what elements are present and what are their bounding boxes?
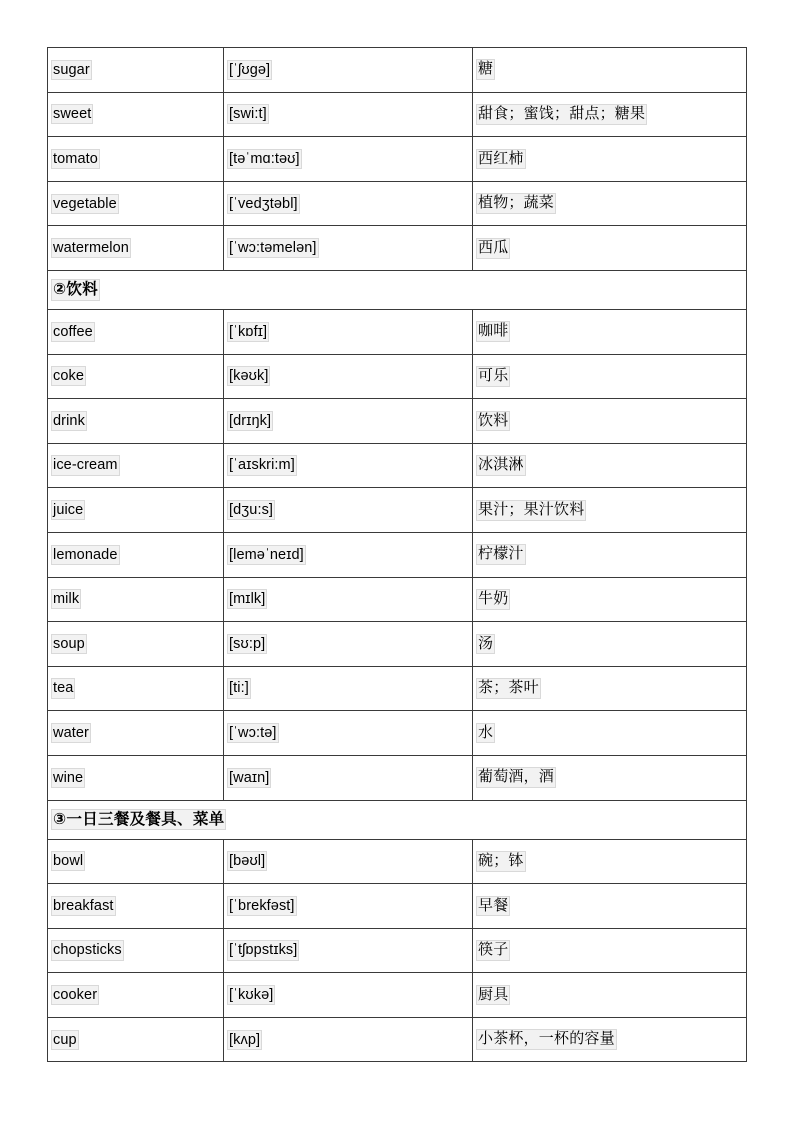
word-text: water <box>51 723 91 743</box>
table-row <box>48 226 747 271</box>
meaning-cell <box>473 92 747 137</box>
section-header-row <box>48 270 747 309</box>
table-row <box>48 666 747 711</box>
phonetic-cell <box>224 884 473 929</box>
phonetic-cell <box>224 443 473 488</box>
phonetic-cell <box>224 532 473 577</box>
meaning-cell <box>473 399 747 444</box>
table-row <box>48 181 747 226</box>
meaning-text: 葡萄酒，酒 <box>476 767 556 788</box>
word-cell <box>48 532 224 577</box>
meaning-text: 小茶杯，一杯的容量 <box>476 1029 617 1050</box>
phonetic-text: [təˈmɑ:təʊ] <box>227 149 302 169</box>
word-cell <box>48 488 224 533</box>
word-cell <box>48 1017 224 1062</box>
table-row <box>48 839 747 884</box>
table-row <box>48 711 747 756</box>
meaning-text: 冰淇淋 <box>476 455 526 476</box>
meaning-text: 植物；蔬菜 <box>476 193 556 214</box>
phonetic-cell <box>224 839 473 884</box>
table-row <box>48 137 747 182</box>
phonetic-text: [ti:] <box>227 678 251 698</box>
meaning-text: 柠檬汁 <box>476 544 526 565</box>
meaning-text: 咖啡 <box>476 321 510 342</box>
table-row <box>48 1017 747 1062</box>
meaning-cell <box>473 973 747 1018</box>
word-text: vegetable <box>51 194 119 214</box>
word-cell <box>48 48 224 93</box>
phonetic-text: [leməˈneɪd] <box>227 545 306 565</box>
meaning-cell <box>473 443 747 488</box>
word-text: coke <box>51 366 86 386</box>
phonetic-text: [swi:t] <box>227 104 269 124</box>
table-row <box>48 309 747 354</box>
meaning-cell <box>473 354 747 399</box>
meaning-cell <box>473 755 747 800</box>
word-text: breakfast <box>51 896 116 916</box>
word-cell <box>48 973 224 1018</box>
word-text: milk <box>51 589 81 609</box>
phonetic-cell <box>224 48 473 93</box>
word-cell <box>48 443 224 488</box>
vocabulary-table-body <box>48 48 747 1062</box>
phonetic-text: [ˈvedʒtəbl] <box>227 194 300 214</box>
table-row <box>48 399 747 444</box>
meaning-text: 厨具 <box>476 985 510 1006</box>
word-text: bowl <box>51 851 85 871</box>
phonetic-cell <box>224 711 473 756</box>
meaning-cell <box>473 666 747 711</box>
phonetic-cell <box>224 1017 473 1062</box>
meaning-cell <box>473 309 747 354</box>
phonetic-cell <box>224 928 473 973</box>
word-text: cup <box>51 1030 79 1050</box>
word-text: sugar <box>51 60 92 80</box>
word-text: lemonade <box>51 545 120 565</box>
meaning-text: 碗；钵 <box>476 851 526 872</box>
word-text: soup <box>51 634 87 654</box>
meaning-text: 饮料 <box>476 411 510 432</box>
table-row <box>48 92 747 137</box>
word-cell <box>48 928 224 973</box>
word-cell <box>48 309 224 354</box>
table-row <box>48 884 747 929</box>
phonetic-text: [ˈwɔ:təmelən] <box>227 238 319 258</box>
section-header-row <box>48 800 747 839</box>
table-row <box>48 755 747 800</box>
meaning-text: 水 <box>476 723 495 744</box>
meaning-text: 汤 <box>476 634 495 655</box>
meaning-cell <box>473 839 747 884</box>
phonetic-text: [kəʊk] <box>227 366 270 386</box>
phonetic-text: [drɪŋk] <box>227 411 273 431</box>
word-text: ice-cream <box>51 455 120 475</box>
word-cell <box>48 226 224 271</box>
meaning-cell <box>473 137 747 182</box>
meaning-cell <box>473 181 747 226</box>
meaning-text: 牛奶 <box>476 589 510 610</box>
meaning-text: 早餐 <box>476 896 510 917</box>
meaning-text: 西红柿 <box>476 149 526 170</box>
phonetic-text: [ˈkʊkə] <box>227 985 275 1005</box>
meaning-text: 果汁；果汁饮料 <box>476 500 586 521</box>
phonetic-text: [ˈʃʊgə] <box>227 60 272 80</box>
meaning-cell <box>473 532 747 577</box>
table-row <box>48 622 747 667</box>
phonetic-text: [ˈtʃɒpstɪks] <box>227 940 299 960</box>
meaning-cell <box>473 884 747 929</box>
meaning-cell <box>473 48 747 93</box>
section-header-text: ③一日三餐及餐具、菜单 <box>51 809 226 830</box>
word-text: watermelon <box>51 238 131 258</box>
meaning-text: 西瓜 <box>476 238 510 259</box>
word-cell <box>48 884 224 929</box>
meaning-cell <box>473 711 747 756</box>
word-cell <box>48 755 224 800</box>
word-cell <box>48 622 224 667</box>
meaning-text: 糖 <box>476 59 495 80</box>
phonetic-cell <box>224 577 473 622</box>
phonetic-text: [ˈaɪskri:m] <box>227 455 297 475</box>
word-text: drink <box>51 411 87 431</box>
phonetic-text: [sʊ:p] <box>227 634 267 654</box>
word-text: sweet <box>51 104 93 124</box>
meaning-cell <box>473 928 747 973</box>
word-text: tea <box>51 678 75 698</box>
section-header-text: ②饮料 <box>51 279 100 300</box>
word-text: tomato <box>51 149 100 169</box>
table-row <box>48 354 747 399</box>
word-cell <box>48 711 224 756</box>
word-cell <box>48 181 224 226</box>
meaning-cell <box>473 577 747 622</box>
table-row <box>48 532 747 577</box>
phonetic-text: [waɪn] <box>227 768 271 788</box>
word-text: chopsticks <box>51 940 124 960</box>
meaning-text: 可乐 <box>476 366 510 387</box>
table-row <box>48 973 747 1018</box>
phonetic-text: [kʌp] <box>227 1030 262 1050</box>
phonetic-cell <box>224 137 473 182</box>
meaning-cell <box>473 622 747 667</box>
word-text: wine <box>51 768 85 788</box>
phonetic-cell <box>224 92 473 137</box>
phonetic-cell <box>224 755 473 800</box>
meaning-text: 茶；茶叶 <box>476 678 541 699</box>
phonetic-cell <box>224 354 473 399</box>
phonetic-text: [bəʊl] <box>227 851 267 871</box>
word-text: juice <box>51 500 85 520</box>
phonetic-text: [ˈwɔ:tə] <box>227 723 279 743</box>
word-cell <box>48 137 224 182</box>
table-row <box>48 48 747 93</box>
word-cell <box>48 354 224 399</box>
phonetic-cell <box>224 666 473 711</box>
phonetic-cell <box>224 309 473 354</box>
phonetic-text: [dʒu:s] <box>227 500 275 520</box>
word-cell <box>48 577 224 622</box>
phonetic-cell <box>224 399 473 444</box>
table-row <box>48 928 747 973</box>
word-cell <box>48 92 224 137</box>
word-cell <box>48 839 224 884</box>
phonetic-text: [ˈkɒfɪ] <box>227 322 269 342</box>
section-header-meals <box>48 800 747 839</box>
word-cell <box>48 666 224 711</box>
meaning-cell <box>473 488 747 533</box>
phonetic-cell <box>224 226 473 271</box>
table-row <box>48 443 747 488</box>
vocabulary-table <box>47 47 747 1062</box>
meaning-text: 甜食；蜜饯；甜点；糖果 <box>476 104 647 125</box>
phonetic-cell <box>224 622 473 667</box>
table-row <box>48 488 747 533</box>
phonetic-cell <box>224 488 473 533</box>
phonetic-text: [mɪlk] <box>227 589 267 609</box>
meaning-cell <box>473 226 747 271</box>
meaning-text: 筷子 <box>476 940 510 961</box>
word-text: coffee <box>51 322 95 342</box>
section-header-drinks <box>48 270 747 309</box>
phonetic-text: [ˈbrekfəst] <box>227 896 297 916</box>
word-cell <box>48 399 224 444</box>
phonetic-cell <box>224 973 473 1018</box>
meaning-cell <box>473 1017 747 1062</box>
table-row <box>48 577 747 622</box>
phonetic-cell <box>224 181 473 226</box>
word-text: cooker <box>51 985 99 1005</box>
